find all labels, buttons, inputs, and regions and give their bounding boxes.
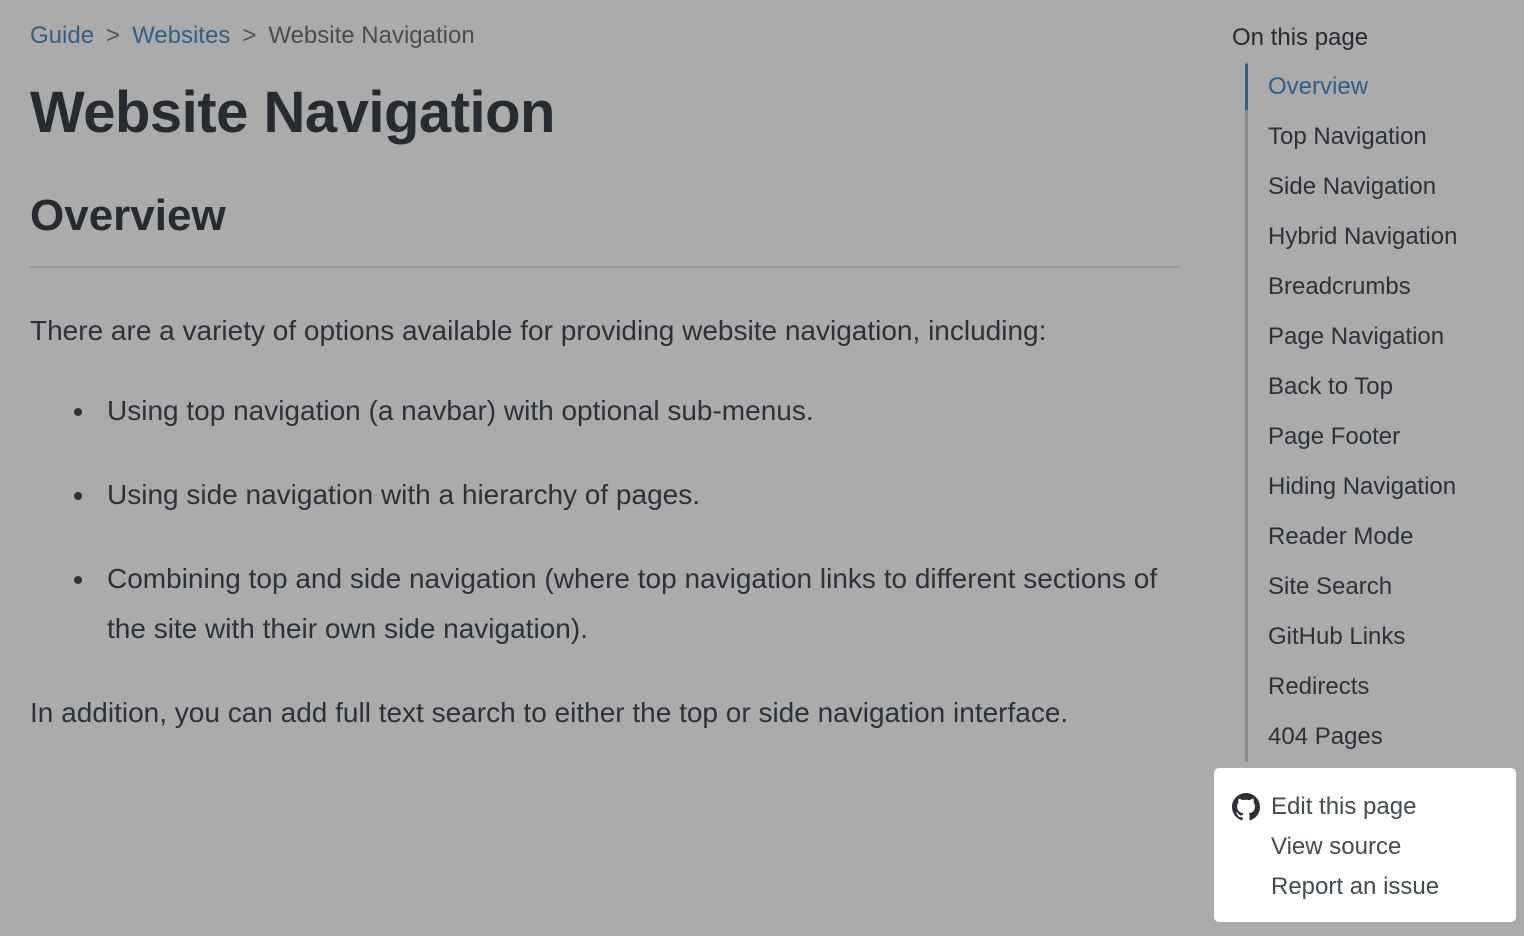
toc-item-top-navigation[interactable] [1268,112,1512,162]
toc-title: On this page [1232,24,1369,51]
edit-this-page-row[interactable] [1232,787,1516,827]
section-divider [30,266,1180,268]
edit-this-page-link[interactable]: Edit this page [1271,793,1417,820]
toc-link[interactable]: Hybrid Navigation [1268,223,1458,250]
main-article [30,0,1180,738]
breadcrumb-current-page: Website Navigation [268,22,475,49]
toc-link[interactable]: Breadcrumbs [1268,273,1411,300]
toc-link[interactable]: Overview [1268,73,1369,100]
view-source-link[interactable]: View source [1271,833,1402,860]
page-title: Website Navigation [30,80,555,145]
breadcrumb-link-websites[interactable]: Websites [132,22,231,49]
toc-link[interactable]: GitHub Links [1268,623,1406,650]
toc-item-reader-mode[interactable] [1268,512,1512,562]
list-item: • Using top navigation (a navbar) with optional sub-menus. [97,386,1180,436]
toc-item-back-to-top[interactable] [1268,362,1512,412]
toc-item-page-footer[interactable] [1268,412,1512,462]
toc-item-redirects[interactable] [1268,662,1512,712]
github-icon [1232,793,1260,821]
section-heading-overview: Overview [30,191,226,240]
toc-item-site-search[interactable] [1268,562,1512,612]
page-actions-spotlight [1214,768,1516,922]
toc-link[interactable]: Site Search [1268,573,1393,600]
toc-item-side-navigation[interactable] [1268,162,1512,212]
list-item: • Using side navigation with a hierarchy of pages. [97,470,1180,520]
breadcrumb-separator: > [242,22,257,49]
toc-link[interactable]: Reader Mode [1268,523,1414,550]
toc-item-hiding-navigation[interactable] [1268,462,1512,512]
toc-item-404-pages[interactable] [1268,712,1512,762]
list-item: • Combining top and side navigation (where top navigation links to different sections of the site with their own side navigation). [97,554,1180,654]
breadcrumb-link-guide[interactable]: Guide [30,22,95,49]
toc-item-overview[interactable] [1268,62,1512,112]
toc-list [1245,62,1512,762]
report-an-issue-link[interactable]: Report an issue [1271,873,1440,900]
toc-link[interactable]: Top Navigation [1268,123,1427,150]
breadcrumb-separator: > [106,22,121,49]
addition-paragraph: In addition, you can add full text search to either the top or side navigation interface. [30,697,1069,728]
navigation-options-list [30,386,1180,654]
toc-link[interactable]: Page Navigation [1268,323,1445,350]
toc-link[interactable]: Back to Top [1268,373,1393,400]
on-this-page-toc [1232,24,1512,762]
report-an-issue-row[interactable] [1232,867,1516,907]
toc-link[interactable]: Redirects [1268,673,1370,700]
toc-item-hybrid-navigation[interactable] [1268,212,1512,262]
breadcrumb [30,0,1180,50]
toc-link[interactable]: 404 Pages [1268,723,1383,750]
view-source-row[interactable] [1232,827,1516,867]
toc-link[interactable]: Side Navigation [1268,173,1437,200]
toc-link[interactable]: Page Footer [1268,423,1401,450]
toc-item-breadcrumbs[interactable] [1268,262,1512,312]
intro-paragraph: There are a variety of options available for providing website navigation, including: [30,315,1047,346]
toc-item-page-navigation[interactable] [1268,312,1512,362]
toc-link[interactable]: Hiding Navigation [1268,473,1457,500]
toc-item-github-links[interactable] [1268,612,1512,662]
